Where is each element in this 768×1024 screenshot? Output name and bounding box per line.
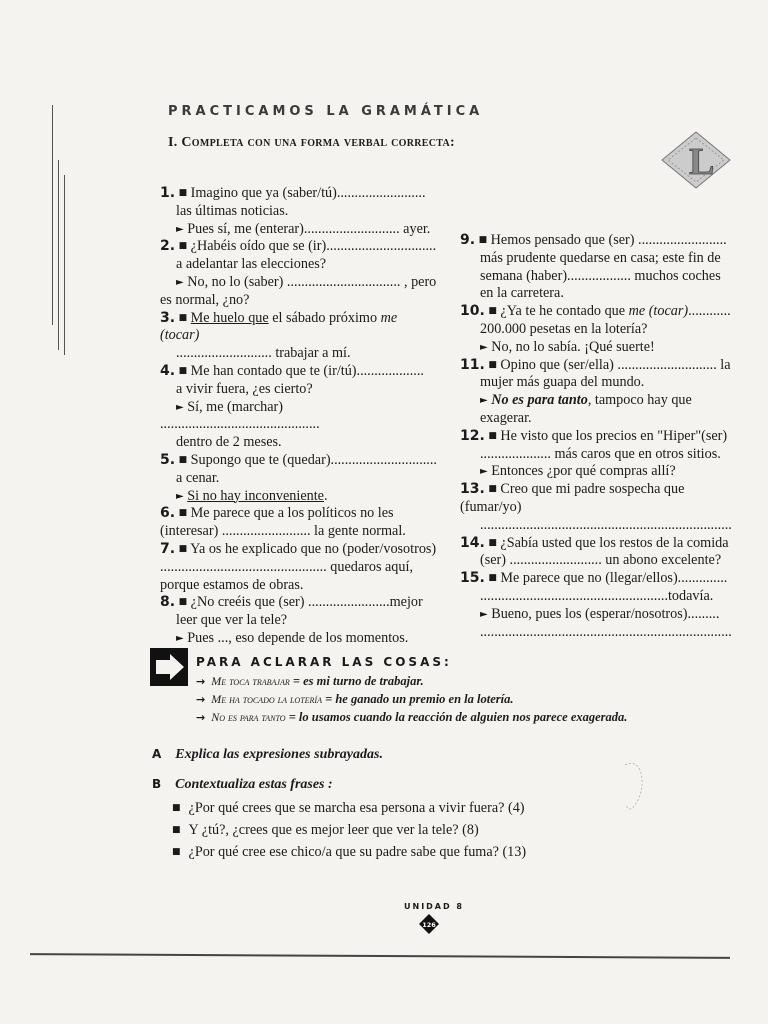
- exercise-right-line: ► Entonces ¿por qué compras allí?: [480, 463, 676, 480]
- exercise-right-line: 14. ■ ¿Sabía usted que los restos de la comida: [460, 534, 729, 551]
- exercise-left-line: 7. ■ Ya os he explicado que no (poder/vosotros): [160, 540, 437, 557]
- section-b-letter: B: [152, 777, 162, 791]
- section-b-item-text: ¿Por qué crees que se marcha esa persona a vivir fuera? (4): [188, 800, 525, 816]
- exercise-left-line: ► Sí, me (marchar) .............................................: [160, 398, 320, 433]
- exercise-right-line: en la carretera.: [480, 285, 564, 302]
- exercise-right-line: .................... más caros que en otros sitios.: [480, 445, 721, 462]
- exercise-right-line: ► No es para tanto, tampoco hay que: [480, 392, 692, 409]
- binding-mark: [52, 105, 53, 325]
- divider: [30, 953, 730, 959]
- exercise-right-line: (ser) .......................... un abono excelente?: [480, 552, 722, 569]
- exercise-right-line: ► No, no lo sabía. ¡Qué suerte!: [480, 338, 655, 355]
- exercise-right-line: 10. ■ ¿Ya te he contado que me (tocar)............: [460, 303, 731, 320]
- exercise-right-line: mujer más guapa del mundo.: [480, 374, 645, 391]
- exercise-right-line: .....................................................todavía.: [480, 587, 714, 604]
- section-b-item: [172, 822, 479, 839]
- clarify-line: → No es para tanto = lo usamos cuando la reacción de alguien nos parece exagerada.: [196, 710, 628, 724]
- exercise-left-line: a adelantar las elecciones?: [176, 256, 327, 273]
- page-title: PRACTICAMOS LA GRAMÁTICA: [168, 104, 484, 119]
- exercise-left-line: 2. ■ ¿Habéis oído que se (ir)...............................: [160, 238, 437, 255]
- section-a: [152, 747, 383, 763]
- section-b-item: [172, 800, 525, 817]
- page-number: 126: [422, 921, 436, 929]
- pencil-mark: [620, 760, 650, 820]
- exercise-left-line: ........................... trabajar a mí.: [176, 345, 351, 362]
- arrow-icon: [150, 648, 190, 688]
- exercise-left-line: a vivir fuera, ¿es cierto?: [176, 380, 313, 397]
- binding-mark: [58, 160, 59, 350]
- clarify-line: → Me toca trabajar = es mi turno de trabajar.: [196, 674, 424, 688]
- instruction-number: I.: [168, 135, 178, 150]
- exercise-right-line: 15. ■ Me parece que no (llegar/ellos)..............: [460, 570, 728, 587]
- exercise-right-line: más prudente quedarse en casa; este fin de: [480, 249, 721, 266]
- exercise-right-line: semana (haber).................. muchos coches: [480, 267, 721, 284]
- exercise-left-line: dentro de 2 meses.: [176, 434, 282, 451]
- exercise-left-line: las últimas noticias.: [176, 202, 289, 219]
- section-b-text: Contextualiza estas frases :: [175, 777, 333, 792]
- exercise-left-line: a cenar.: [176, 469, 220, 486]
- exercise-left-line: leer que ver la tele?: [176, 612, 288, 629]
- exercise-left-line: ► Pues ..., eso depende de los momentos.: [176, 629, 409, 646]
- exercise-left-line: 4. ■ Me han contado que te (ir/tú)...................: [160, 362, 424, 379]
- exercise-right-line: 11. ■ Opino que (ser/ella) ............................ la: [460, 356, 731, 373]
- exercise-left-line: 1. ■ Imagino que ya (saber/tú).........................: [160, 185, 426, 201]
- clarify-title: PARA ACLARAR LAS COSAS:: [196, 655, 452, 669]
- exercise-right-line: 12. ■ He visto que los precios en "Hiper"(ser): [460, 427, 728, 444]
- exercise-left-line: 6. ■ Me parece que a los políticos no les: [160, 505, 394, 522]
- exercise-left-line: 8. ■ ¿No creéis que (ser) .......................mejor: [160, 594, 423, 611]
- binding-mark: [64, 175, 65, 355]
- section-b-item: [172, 844, 526, 861]
- exercise-left-line: (interesar) ......................... la gente normal.: [160, 523, 406, 540]
- page-number-badge: [419, 914, 439, 934]
- svg-text:L: L: [689, 141, 715, 183]
- spanish-logo-icon: [660, 130, 732, 190]
- bullet-icon: ■: [172, 803, 181, 813]
- exercise-column-left: [160, 185, 438, 648]
- exercise-right-line: .......................................................................: [480, 516, 732, 533]
- bullet-icon: ■: [172, 825, 181, 835]
- exercise-right-line: ► Bueno, pues los (esperar/nosotros).........: [480, 605, 720, 622]
- unit-label: UNIDAD 8: [404, 902, 464, 911]
- exercise-right-line: 13. ■ Creo que mi padre sospecha que (fumar/yo): [460, 481, 685, 515]
- section-a-text: Explica las expresiones subrayadas.: [175, 747, 383, 762]
- section-b: [152, 777, 333, 793]
- exercise-left-line: ► Si no hay inconveniente.: [176, 487, 328, 504]
- exercise-right-line: 200.000 pesetas en la lotería?: [480, 320, 648, 337]
- exercise-left-line: porque estamos de obras.: [160, 576, 304, 593]
- exercise-right-line: 9. ■ Hemos pensado que (ser) .........................: [460, 232, 727, 248]
- section-b-item-text: ¿Por qué cree ese chico/a que su padre sabe que fuma? (13): [188, 844, 527, 860]
- section-b-item-text: Y ¿tú?, ¿crees que es mejor leer que ver la tele? (8): [188, 822, 479, 838]
- exercise-left-line: 5. ■ Supongo que te (quedar)..............................: [160, 451, 437, 468]
- exercise-left-line: 3. ■ Me huelo que el sábado próximo me (tocar): [160, 309, 398, 344]
- clarify-line: → Me ha tocado la lotería = he ganado un premio en la lotería.: [196, 692, 514, 706]
- exercise-right-line: exagerar.: [480, 409, 532, 426]
- exercise-instruction: [168, 135, 455, 151]
- exercise-right-line: .......................................................................: [480, 623, 732, 640]
- exercise-left-line: es normal, ¿no?: [160, 291, 250, 308]
- instruction-text: Completa con una forma verbal correcta:: [181, 135, 455, 150]
- bullet-icon: ■: [172, 847, 181, 857]
- section-a-letter: A: [152, 747, 162, 761]
- exercise-left-line: ............................................... quedaros aquí,: [160, 558, 413, 575]
- exercise-left-line: ► Pues sí, me (enterar)........................... ayer.: [176, 220, 431, 237]
- exercise-column-right: [460, 232, 734, 641]
- exercise-left-line: ► No, no lo (saber) ................................ , pero: [176, 273, 437, 290]
